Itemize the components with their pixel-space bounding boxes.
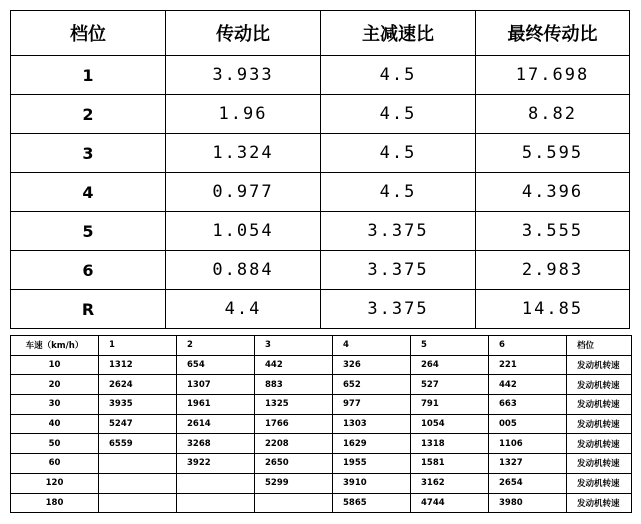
table-cell: 1629 xyxy=(333,434,411,454)
table-cell: 1955 xyxy=(333,454,411,474)
table-row xyxy=(11,355,632,375)
table-cell: 4744 xyxy=(411,493,489,513)
table-cell: 3980 xyxy=(489,493,567,513)
table-header-row xyxy=(11,11,630,56)
table-cell: 4.5 xyxy=(321,173,476,212)
table-cell: 1 xyxy=(11,56,166,95)
table-cell: 8.82 xyxy=(476,95,630,134)
table-cell: 20 xyxy=(11,375,99,395)
table-cell: 1.96 xyxy=(166,95,321,134)
table-cell: 4.5 xyxy=(321,56,476,95)
table-cell: 2614 xyxy=(177,414,255,434)
table-cell: 发动机转速 xyxy=(567,454,632,474)
header-overall-ratio: 最终传动比 xyxy=(476,11,630,56)
table-cell: 1.054 xyxy=(166,212,321,251)
table-cell: 3935 xyxy=(99,395,177,415)
table-cell xyxy=(177,493,255,513)
table-cell: 4.4 xyxy=(166,290,321,329)
table-row xyxy=(11,414,632,434)
table-cell: 2208 xyxy=(255,434,333,454)
table-cell: 3 xyxy=(11,134,166,173)
table-cell: 005 xyxy=(489,414,567,434)
engine-speed-body xyxy=(11,355,632,513)
table-cell: 发动机转速 xyxy=(567,493,632,513)
table-cell: 1325 xyxy=(255,395,333,415)
table-cell: 883 xyxy=(255,375,333,395)
table-cell: 2650 xyxy=(255,454,333,474)
table-cell: 3922 xyxy=(177,454,255,474)
table-cell: 264 xyxy=(411,355,489,375)
table-cell: 4.396 xyxy=(476,173,630,212)
table-row xyxy=(11,375,632,395)
table-cell xyxy=(99,473,177,493)
table-cell: 5 xyxy=(11,212,166,251)
table-cell: 442 xyxy=(255,355,333,375)
header-gear-2: 2 xyxy=(177,336,255,356)
gear-ratio-table xyxy=(10,10,630,329)
header-gear: 档位 xyxy=(567,336,632,356)
table-cell: 3.375 xyxy=(321,290,476,329)
header-transmission-ratio: 传动比 xyxy=(166,11,321,56)
table-cell: 4 xyxy=(11,173,166,212)
table-cell: 1312 xyxy=(99,355,177,375)
table-cell: 3268 xyxy=(177,434,255,454)
table-cell: 发动机转速 xyxy=(567,375,632,395)
table-cell: 2654 xyxy=(489,473,567,493)
table-cell: 发动机转速 xyxy=(567,414,632,434)
table-cell: 1581 xyxy=(411,454,489,474)
table-cell: 3.933 xyxy=(166,56,321,95)
table-cell: 1327 xyxy=(489,454,567,474)
table-row xyxy=(11,454,632,474)
table-cell: 30 xyxy=(11,395,99,415)
table-row xyxy=(11,493,632,513)
header-gear-6: 6 xyxy=(489,336,567,356)
table-cell: 326 xyxy=(333,355,411,375)
table-cell: 2 xyxy=(11,95,166,134)
header-gear-3: 3 xyxy=(255,336,333,356)
table-cell: 0.977 xyxy=(166,173,321,212)
table-cell: 40 xyxy=(11,414,99,434)
table-cell: 652 xyxy=(333,375,411,395)
table-header-row xyxy=(11,336,632,356)
table-cell: 4.5 xyxy=(321,95,476,134)
table-cell: 3910 xyxy=(333,473,411,493)
table-cell: 977 xyxy=(333,395,411,415)
table-cell: 60 xyxy=(11,454,99,474)
table-cell: 180 xyxy=(11,493,99,513)
table-row xyxy=(11,290,630,329)
table-cell: 5865 xyxy=(333,493,411,513)
table-cell: 4.5 xyxy=(321,134,476,173)
table-cell: 442 xyxy=(489,375,567,395)
table-cell: 1766 xyxy=(255,414,333,434)
table-cell: 5.595 xyxy=(476,134,630,173)
table-cell: 1.324 xyxy=(166,134,321,173)
table-cell: 14.85 xyxy=(476,290,630,329)
table-cell: 2.983 xyxy=(476,251,630,290)
table-cell: 3162 xyxy=(411,473,489,493)
table-cell: 发动机转速 xyxy=(567,434,632,454)
header-vehicle-speed: 车速（km/h） xyxy=(11,336,99,356)
engine-speed-table xyxy=(10,335,632,513)
table-cell: 5299 xyxy=(255,473,333,493)
table-cell: 1303 xyxy=(333,414,411,434)
table-row xyxy=(11,173,630,212)
table-row xyxy=(11,134,630,173)
table-row xyxy=(11,95,630,134)
table-cell: 5247 xyxy=(99,414,177,434)
header-final-drive-ratio: 主减速比 xyxy=(321,11,476,56)
table-cell: 1106 xyxy=(489,434,567,454)
table-cell xyxy=(255,493,333,513)
table-cell: 17.698 xyxy=(476,56,630,95)
header-gear-4: 4 xyxy=(333,336,411,356)
table-cell: 1318 xyxy=(411,434,489,454)
table-cell: 2624 xyxy=(99,375,177,395)
table-row xyxy=(11,251,630,290)
table-cell xyxy=(99,493,177,513)
header-gear-5: 5 xyxy=(411,336,489,356)
table-cell: 1961 xyxy=(177,395,255,415)
header-gear-1: 1 xyxy=(99,336,177,356)
table-cell: 221 xyxy=(489,355,567,375)
table-cell: 527 xyxy=(411,375,489,395)
header-gear: 档位 xyxy=(11,11,166,56)
table-cell: 1054 xyxy=(411,414,489,434)
table-row xyxy=(11,434,632,454)
table-cell: 发动机转速 xyxy=(567,395,632,415)
table-cell: 1307 xyxy=(177,375,255,395)
table-cell: 120 xyxy=(11,473,99,493)
table-cell: 3.555 xyxy=(476,212,630,251)
table-cell: 50 xyxy=(11,434,99,454)
table-cell: 6 xyxy=(11,251,166,290)
table-row xyxy=(11,56,630,95)
table-cell xyxy=(177,473,255,493)
table-cell: 发动机转速 xyxy=(567,355,632,375)
gear-ratio-body xyxy=(11,56,630,329)
table-cell: 791 xyxy=(411,395,489,415)
table-row xyxy=(11,473,632,493)
table-cell: 654 xyxy=(177,355,255,375)
table-cell: 3.375 xyxy=(321,251,476,290)
table-row xyxy=(11,212,630,251)
table-cell: 6559 xyxy=(99,434,177,454)
table-row xyxy=(11,395,632,415)
table-cell: 3.375 xyxy=(321,212,476,251)
table-cell xyxy=(99,454,177,474)
table-cell: 发动机转速 xyxy=(567,473,632,493)
table-cell: 10 xyxy=(11,355,99,375)
table-cell: R xyxy=(11,290,166,329)
table-cell: 0.884 xyxy=(166,251,321,290)
table-cell: 663 xyxy=(489,395,567,415)
